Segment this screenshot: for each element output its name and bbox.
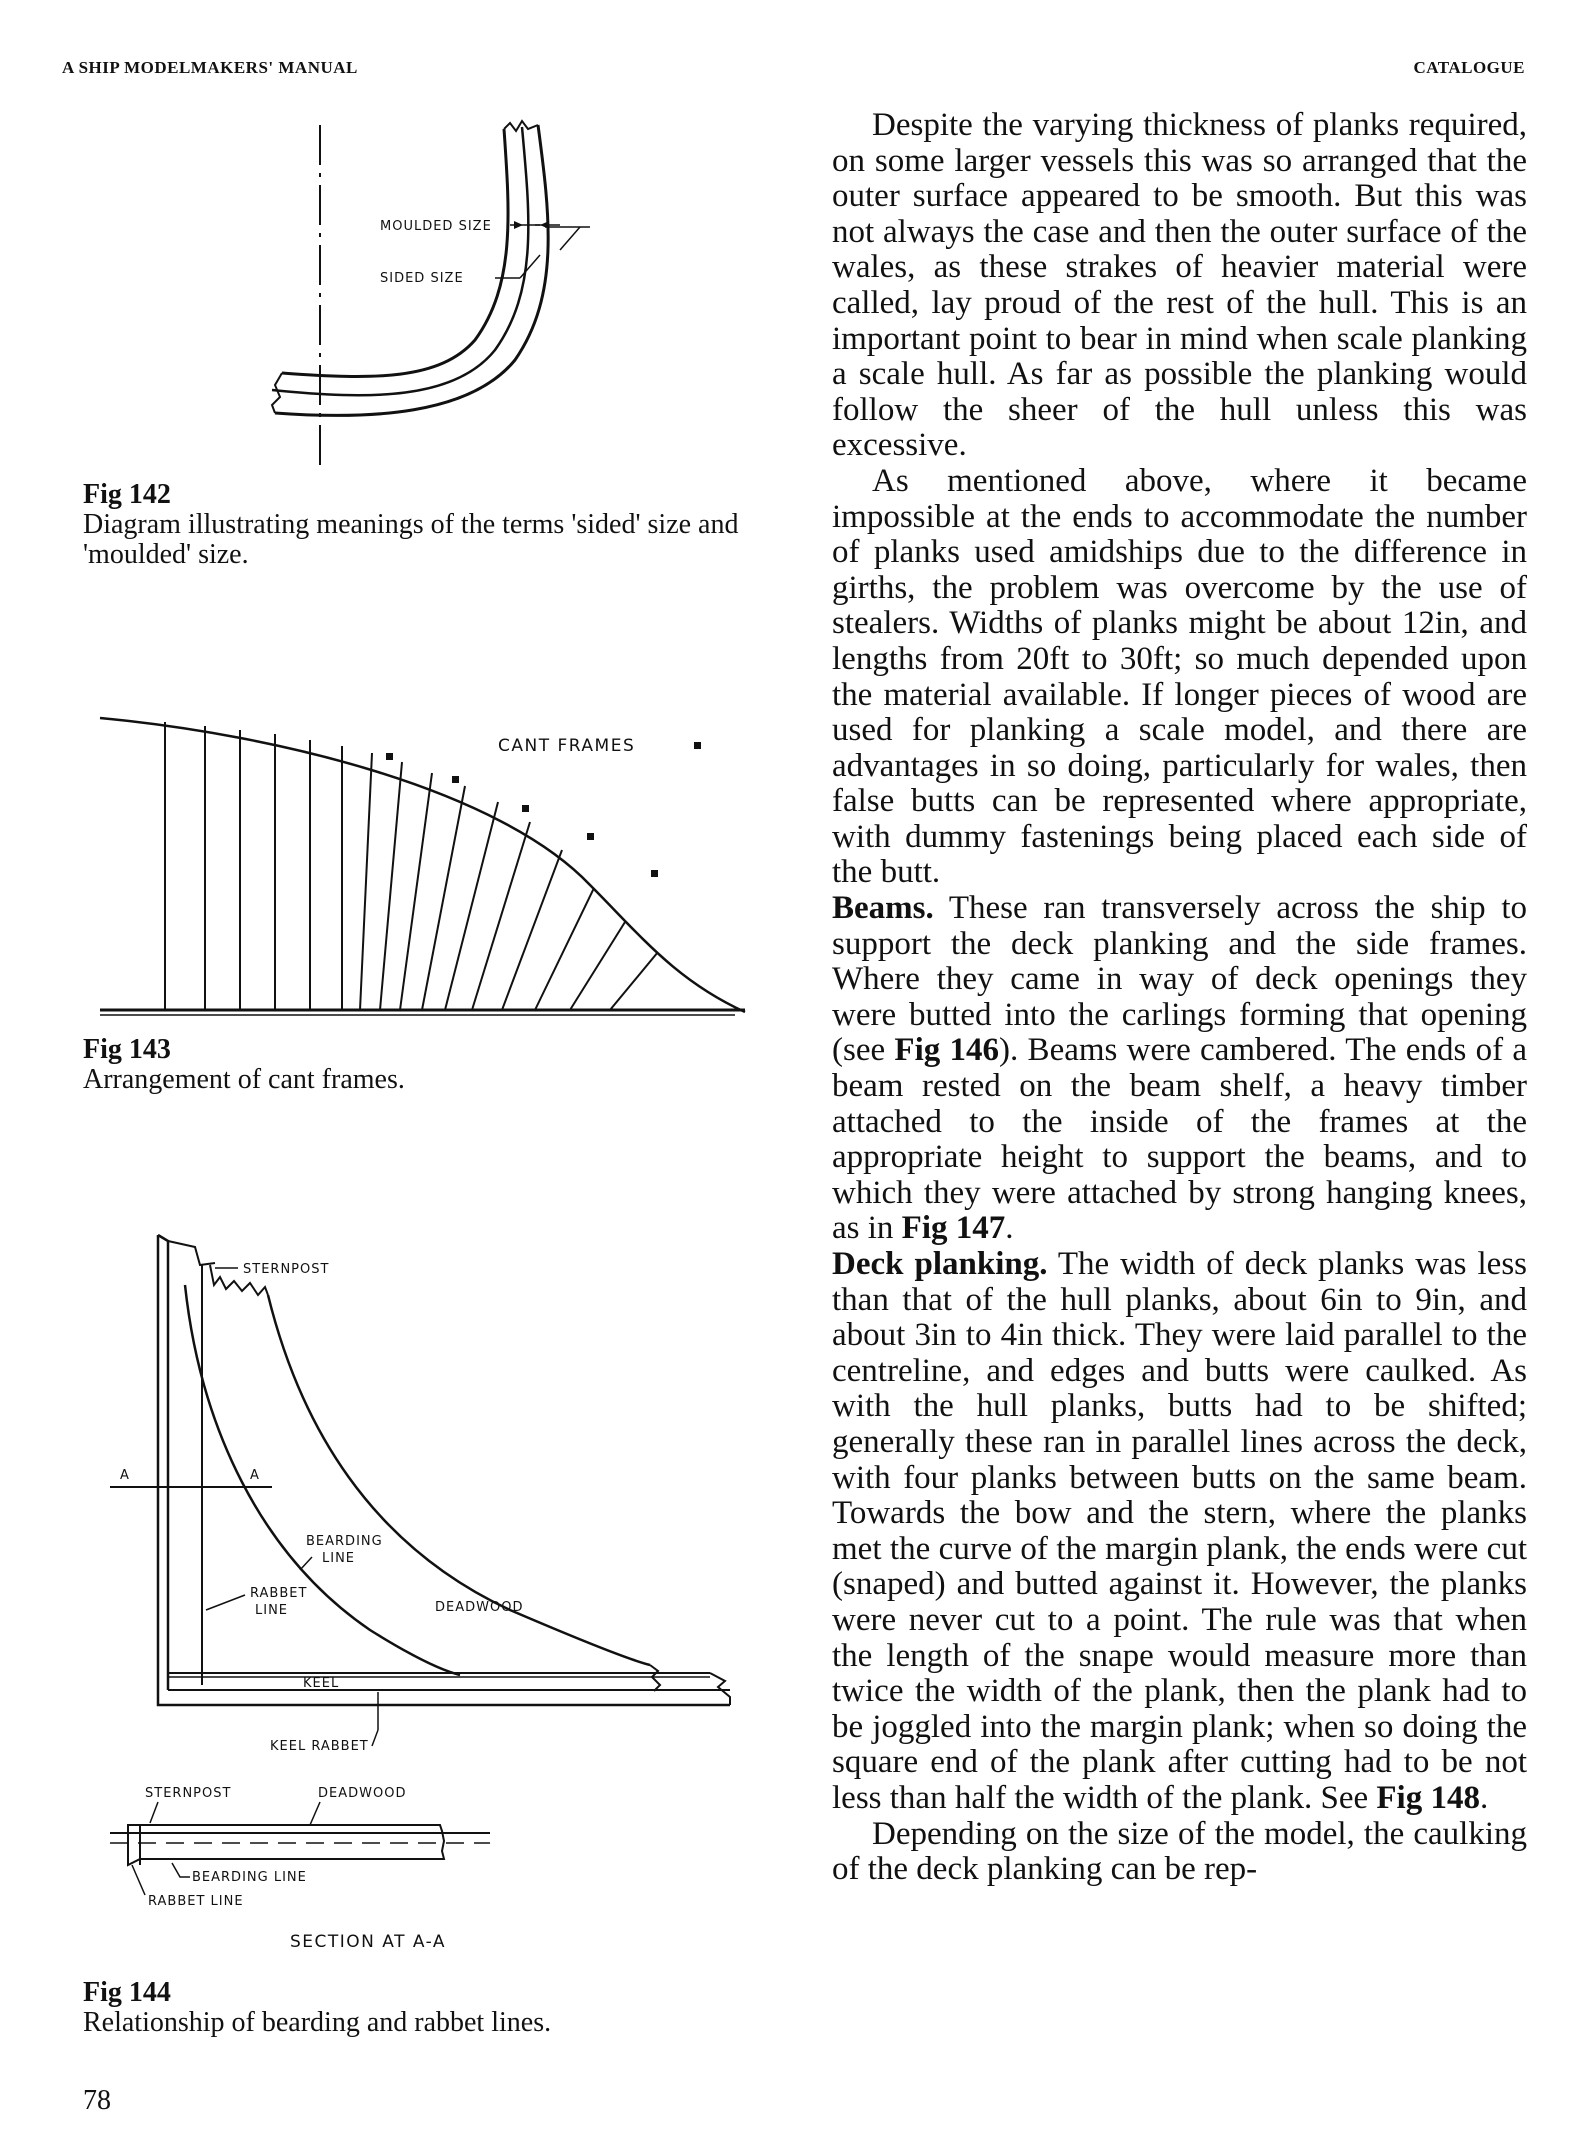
fig144-label-rabbet-2: LINE bbox=[255, 1603, 289, 1618]
running-header-right: CATALOGUE bbox=[1413, 58, 1525, 77]
fig143-caption-block bbox=[83, 1035, 783, 1095]
fig142-number: Fig 142 bbox=[83, 479, 171, 510]
page-number: 78 bbox=[83, 2085, 111, 2116]
fig143-diagram bbox=[80, 690, 770, 1030]
fig144-label-bearding-2: LINE bbox=[322, 1551, 356, 1566]
fig144-diagram bbox=[110, 1225, 750, 1965]
paragraph-beams bbox=[832, 891, 1527, 1247]
fig144-number: Fig 144 bbox=[83, 1977, 171, 2008]
paragraph-planks: Despite the varying thickness of planks required, on some larger vessels this was so arranged that the outer surface appeared to be smooth. But this was not always the case and then the outer surface of the wales, as these strakes of heavier material were called, lay proud of the rest of the hull. This is an important point to bear in mind when scale planking a scale hull. As far as possible the planking would follow the sheer of the hull unless this was excessive. bbox=[832, 107, 1527, 464]
beams-text-a: These ran transversely across the ship to support the deck planking and the side frames. Where they came in way of deck openings they were butted into the carlings forming that opening (see bbox=[832, 890, 1527, 1069]
beams-heading: Beams. bbox=[832, 890, 934, 927]
fig142-caption: Diagram illustrating meanings of the terms 'sided' size and 'moulded' size. bbox=[83, 509, 739, 570]
deck-planking-heading: Deck planking. bbox=[832, 1246, 1048, 1282]
fig144-label-keel: KEEL bbox=[303, 1676, 340, 1691]
beams-text-c: . bbox=[1005, 1210, 1014, 1247]
fig142-label-moulded: MOULDED SIZE bbox=[380, 219, 492, 234]
fig144-label-keel-rabbet: KEEL RABBET bbox=[270, 1739, 369, 1754]
fig142-caption-block bbox=[83, 480, 783, 570]
fig144-label-sec-bearding: BEARDING LINE bbox=[192, 1870, 307, 1885]
fig144-label-rabbet-1: RABBET bbox=[250, 1586, 308, 1601]
ref-fig148: Fig 148 bbox=[1376, 1779, 1480, 1816]
fig144-caption: Relationship of bearding and rabbet lines. bbox=[83, 2007, 552, 2038]
fig144-label-a-left: A bbox=[120, 1468, 130, 1483]
body-text-column bbox=[832, 108, 1527, 1888]
fig142-diagram bbox=[260, 115, 620, 475]
fig143-label-cant: CANT FRAMES bbox=[498, 736, 636, 756]
fig144-label-deadwood: DEADWOOD bbox=[435, 1600, 524, 1615]
fig143-caption: Arrangement of cant frames. bbox=[83, 1064, 405, 1095]
fig144-label-a-right: A bbox=[250, 1468, 260, 1483]
deck-text-b: . bbox=[1479, 1779, 1489, 1816]
beams-text-b: ). Beams were cambered. The ends of a beam rested on the beam shelf, a heavy timber attached to the inside of the frames at the appropriate height to support the beams, and to which they were attached by strong hanging knees, as in bbox=[832, 1032, 1527, 1247]
paragraph-caulking: Depending on the size of the model, the caulking of the deck planking can be rep- bbox=[832, 1815, 1527, 1888]
ref-fig146: Fig 146 bbox=[894, 1032, 1000, 1069]
running-header-left: A SHIP MODELMAKERS' MANUAL bbox=[62, 58, 358, 77]
deck-text-a: The width of deck planks was less than that of the hull planks, about 6in to 9in, and about 3in to 4in thick. They were laid parallel to the centreline, and edges and butts were caulked. As with the hull planks, butts had to be shifted; generally these ran in parallel lines across the deck, with four planks between butts on the same beam. Towards the bow and the stern, where the planks met the curve of the margin plank, the ends were cut (snaped) and butted against it. However, the planks were never cut to a point. The rule was that when the length of the snape would measure more than twice the width of the plank, then the plank had to be joggled into the margin plank; when so doing the square end of the plank after cutting had to be not less than half the width of the plank. See bbox=[832, 1246, 1527, 1816]
ref-fig147: Fig 147 bbox=[901, 1210, 1006, 1247]
paragraph-deck-planking bbox=[832, 1247, 1527, 1817]
fig144-label-sec-deadwood: DEADWOOD bbox=[318, 1786, 407, 1801]
fig144-label-bearding-1: BEARDING bbox=[306, 1534, 383, 1549]
fig144-label-section: SECTION AT A-A bbox=[290, 1932, 447, 1952]
fig144-label-sec-sternpost: STERNPOST bbox=[145, 1786, 232, 1801]
fig144-caption-block bbox=[83, 1978, 783, 2038]
fig142-label-sided: SIDED SIZE bbox=[380, 271, 464, 286]
fig144-label-sec-rabbet: RABBET LINE bbox=[148, 1894, 244, 1909]
paragraph-stealers: As mentioned above, where it became impossible at the ends to accommodate the number of planks used amidships due to the difference in girths, the problem was overcome by the use of stealers. Widths of planks might be about 12in, and lengths from 20ft to 30ft; so much depended upon the material available. If longer pieces of wood are used for planking a scale model, and there are advantages in so doing, particularly for wales, then false butts can be represented where appropriate, with dummy fastenings being placed each side of the butt. bbox=[832, 462, 1527, 891]
fig144-label-sternpost: STERNPOST bbox=[243, 1262, 330, 1277]
fig143-number: Fig 143 bbox=[83, 1034, 171, 1065]
